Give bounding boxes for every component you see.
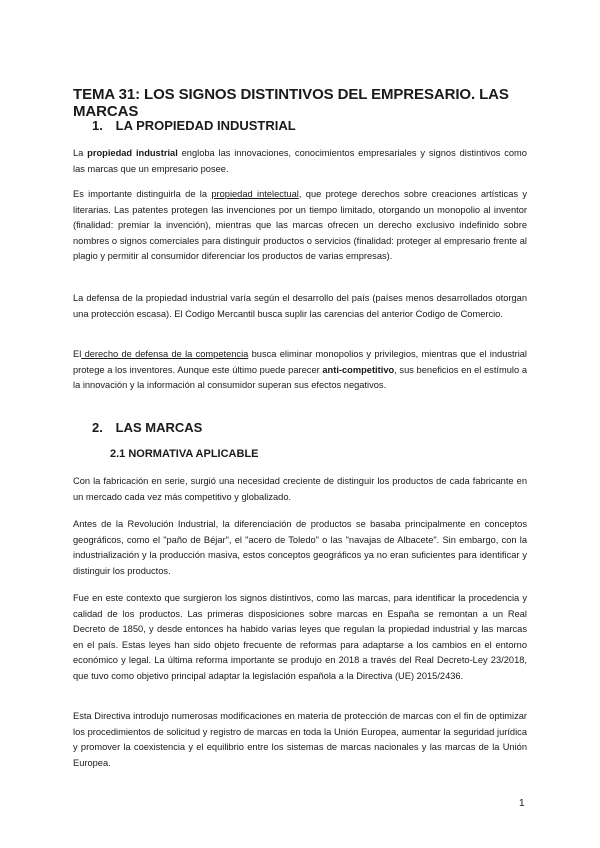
- term-derecho-defensa-competencia: derecho de defensa de la competencia: [81, 349, 249, 359]
- section-1-number: 1.: [92, 118, 103, 133]
- text-run: engloba las innovaciones, conocimientos empresariales y signos distintivos como las marcas que un empresario posee.: [73, 148, 527, 174]
- term-propiedad-intelectual: propiedad intelectual: [211, 189, 299, 199]
- section-1-heading: [92, 118, 296, 133]
- text-run: , que protege derechos sobre creaciones artísticas y literarias. Las patentes protegen las invenciones por un tiempo limitado, otorgando un monopolio al inventor (finalidad: premiar la invención), mientras que las marcas ofrecen un derecho exclusivo indefinido sobre nombres o signos comerciales para distinguir productos o servicios (finalidad: proteger al empresario frente al plagio y permitir al consumidor diferenciar los productos de varias empresas).: [73, 189, 527, 262]
- paragraph-1-4: [73, 347, 527, 394]
- section-1-title: LA PROPIEDAD INDUSTRIAL: [115, 118, 296, 133]
- text-run: , sus beneficios en el estímulo a la innovación y la información al consumidor superan sus efectos negativos.: [73, 364, 527, 391]
- text-run: La: [73, 148, 88, 158]
- text-run: busca eliminar monopolios y privilegios, mientras que el industrial protege a los inventores. Aunque este último puede parecer: [73, 349, 527, 375]
- paragraph-2-3: Fue en este contexto que surgieron los signos distintivos, como las marcas, para identificar la procedencia y calidad de los productos. Las primeras disposiciones sobre marcas en España se remontan a un Real Decreto de 1850, y desde entonces ha habido varias leyes que regulan la propiedad industrial y las marcas en el país. Estas leyes han sido objeto frecuente de reformas para adaptarse a los cambios en el entorno económico y legal. La última reforma importante se produjo en 2018 a través del Real Decreto-Ley 23/2018, que tuvo como objetivo principal adaptar la legislación española a la Directiva (UE) 2015/2436.: [73, 593, 527, 681]
- paragraph-1-1: [73, 146, 527, 177]
- paragraph-2-1: Con la fabricación en serie, surgió una necesidad creciente de distinguir los productos de cada fabricante en un mercado cada vez más competitivo y globalizado.: [73, 476, 527, 502]
- document-title: TEMA 31: LOS SIGNOS DISTINTIVOS DEL EMPRESARIO. LAS MARCAS: [73, 86, 509, 120]
- section-2-heading: [92, 420, 202, 435]
- text-run: El: [73, 349, 82, 359]
- section-2-title: LAS MARCAS: [115, 420, 203, 435]
- paragraph-1-3: La defensa de la propiedad industrial varía según el desarrollo del país (países menos desarrollados otorgan una protección escasa). El Codigo Mercantil busca suplir las carencias del anterior Codigo de Comercio.: [73, 293, 527, 319]
- text-run: Es importante distinguirla de la: [73, 189, 212, 199]
- paragraph-1-2: [73, 187, 527, 265]
- section-2-number: 2.: [92, 420, 103, 435]
- paragraph-2-4: Esta Directiva introdujo numerosas modificaciones en materia de protección de marcas con el fin de optimizar los procedimientos de solicitud y registro de marcas en toda la Unión Europea, aumentar la seguridad jurídica y promover la coexistencia y el equilibrio entre los sistemas de marcas nacionales y las marcas de la Unión Europea.: [73, 711, 527, 768]
- term-propiedad-industrial: propiedad industrial: [87, 148, 178, 158]
- paragraph-2-2: Antes de la Revolución Industrial, la diferenciación de productos se basaba principalmente en conceptos geográficos, como el "paño de Béjar", el "acero de Toledo" o las "navajas de Albacete". Sin embargo, con la industrialización y la producción masiva, estos conceptos geográficos ya no eran suficientes para identificar y distinguir los productos.: [73, 519, 527, 576]
- term-anti-competitivo: anti-competitivo: [322, 364, 395, 375]
- page-number: 1: [519, 798, 525, 809]
- subsection-2-1-heading: 2.1 NORMATIVA APLICABLE: [110, 448, 259, 460]
